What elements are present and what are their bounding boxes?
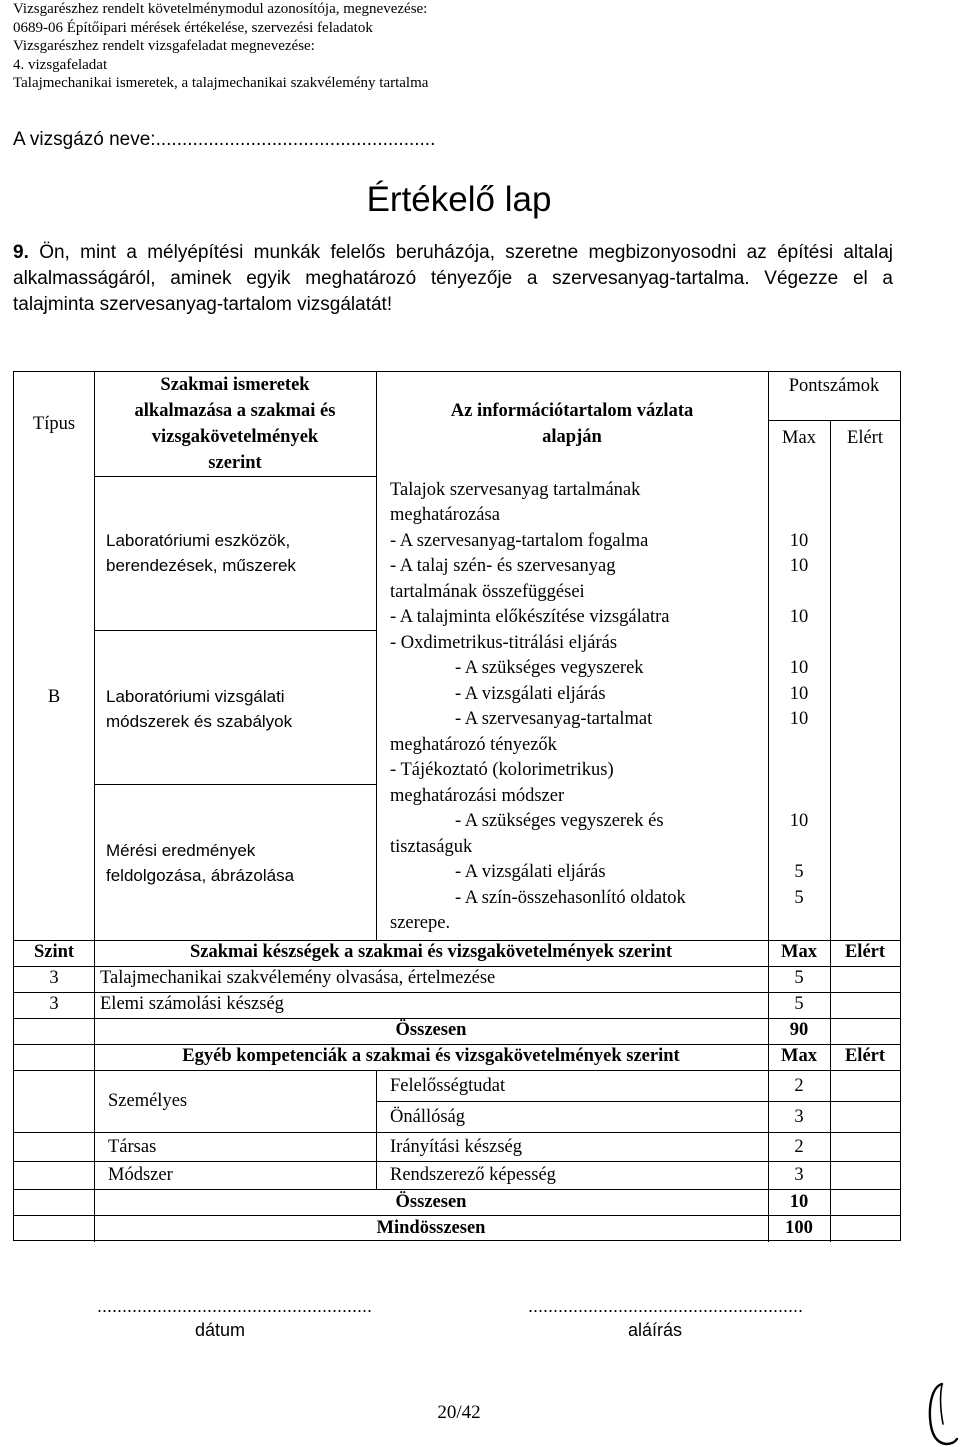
col-header-ismeretek-2: alkalmazása a szakmai és: [134, 401, 336, 421]
max-value: 5: [794, 888, 804, 908]
skills-header-max: Max: [781, 942, 817, 962]
other-max: 2: [794, 1137, 804, 1157]
other-category: Társas: [108, 1137, 157, 1157]
group-3-line-1: Mérési eredmények: [106, 841, 256, 860]
content-line: - A talaj szén- és szervesanyag: [390, 556, 616, 576]
max-value: 10: [789, 811, 809, 831]
max-value: 10: [789, 607, 809, 627]
content-line: - Tájékoztató (kolorimetrikus): [390, 760, 614, 780]
subtotal-label: Összesen: [395, 1192, 467, 1212]
col-header-vazlat-2: alapján: [542, 427, 602, 447]
other-max: 3: [794, 1107, 804, 1127]
other-max: 3: [794, 1165, 804, 1185]
subtotal-value: 10: [789, 1192, 809, 1212]
max-value: 10: [789, 684, 809, 704]
skills-header-elert: Elért: [844, 942, 886, 962]
group-1-line-2: berendezések, műszerek: [106, 556, 296, 575]
other-name: Rendszerező képesség: [390, 1165, 556, 1185]
skill-name: Elemi számolási készség: [100, 994, 284, 1014]
grand-total-label: Mindösszesen: [376, 1218, 486, 1238]
col-header-elert: Elért: [847, 428, 883, 448]
evaluation-table: [13, 371, 901, 1241]
tipus-value: B: [47, 687, 61, 707]
content-line: - Oxdimetrikus-titrálási eljárás: [390, 633, 618, 653]
content-line: - A szervesanyag-tartalmat: [455, 709, 653, 729]
task-number: 4. vizsgafeladat: [13, 56, 108, 73]
task-index: 9.: [13, 242, 29, 263]
content-line: - A szín-összehasonlító oldatok: [455, 888, 686, 908]
other-name: Felelősségtudat: [390, 1076, 506, 1096]
max-value: 10: [789, 658, 809, 678]
task-name: Talajmechanikai ismeretek, a talajmechanikai szakvélemény tartalma: [13, 75, 429, 91]
task-description: [13, 240, 893, 318]
col-header-pontszamok: Pontszámok: [788, 376, 880, 396]
skill-max: 5: [794, 994, 804, 1014]
group-1-line-1: Laboratóriumi eszközök,: [106, 531, 291, 550]
task-text: Ön, mint a mélyépítési munkák felelős beruházója, szeretne megbizonyosodni az építési altalaj alkalmasságáról, aminek egyik meghatározó tényezője a szervesanyag-tartalma. Végezze el a talajminta szervesanyag-tartalom vizsgálatát!: [13, 242, 894, 315]
date-dots: .......................................................: [97, 1296, 373, 1316]
skills-header-title: Szakmai készségek a szakmai és vizsgakövetelmények szerint: [190, 942, 672, 962]
date-label: dátum: [195, 1320, 246, 1340]
content-line: - A vizsgálati eljárás: [455, 684, 606, 704]
content-line: - A talajminta előkészítése vizsgálatra: [390, 607, 670, 627]
content-line: tartalmának összefüggései: [390, 582, 585, 602]
group-2-line-1: Laboratóriumi vizsgálati: [106, 687, 285, 706]
subtotal-label: Összesen: [395, 1020, 467, 1040]
other-header-title: Egyéb kompetenciák a szakmai és vizsgakövetelmények szerint: [182, 1046, 680, 1066]
subtotal-value: 90: [789, 1020, 809, 1040]
col-header-vazlat-1: Az információtartalom vázlata: [450, 401, 694, 421]
col-header-tipus: Típus: [32, 414, 76, 434]
content-line: - A szükséges vegyszerek és: [455, 811, 664, 831]
content-line: szerepe.: [390, 913, 451, 933]
content-line: meghatározó tényezők: [390, 735, 557, 755]
handwritten-mark-icon: [918, 1378, 958, 1447]
signature-dots: .......................................................: [528, 1296, 804, 1316]
skill-name: Talajmechanikai szakvélemény olvasása, értelmezése: [100, 968, 496, 988]
col-header-ismeretek-3: vizsgakövetelmények: [151, 427, 319, 447]
skills-header-szint: Szint: [33, 942, 75, 962]
skill-max: 5: [794, 968, 804, 988]
content-title-1: Talajok szervesanyag tartalmának: [390, 480, 641, 500]
examinee-name-field[interactable]: A vizsgázó neve:.....................................................: [13, 129, 436, 150]
col-header-ismeretek-4: szerint: [208, 453, 262, 473]
signature-label: aláírás: [628, 1320, 683, 1340]
group-2-line-2: módszerek és szabályok: [106, 712, 293, 731]
max-value: 10: [789, 556, 809, 576]
content-line: - A szervesanyag-tartalom fogalma: [390, 531, 649, 551]
other-name: Önállóság: [390, 1107, 466, 1127]
module-name: 0689-06 Építőipari mérések értékelése, szervezési feladatok: [13, 19, 373, 36]
group-3-line-2: feldolgozása, ábrázolása: [106, 866, 295, 885]
task-label: Vizsgarészhez rendelt vizsgafeladat megnevezése:: [13, 38, 315, 54]
max-value: 10: [789, 709, 809, 729]
page-number: 20/42: [437, 1402, 481, 1423]
max-value: 10: [789, 531, 809, 551]
col-header-max: Max: [782, 428, 816, 448]
document-header: [13, 0, 428, 93]
content-line: - A vizsgálati eljárás: [455, 862, 606, 882]
content-line: tisztaságuk: [390, 837, 473, 857]
other-max: 2: [794, 1076, 804, 1096]
skill-level: 3: [49, 994, 59, 1014]
max-value: 5: [794, 862, 804, 882]
other-name: Irányítási készség: [390, 1137, 523, 1157]
col-header-ismeretek-1: Szakmai ismeretek: [160, 375, 310, 395]
skill-level: 3: [49, 968, 59, 988]
module-label: Vizsgarészhez rendelt követelménymodul azonosítója, megnevezése:: [13, 1, 428, 17]
grand-total-value: 100: [785, 1218, 813, 1238]
other-category: Módszer: [108, 1165, 173, 1185]
other-category: Személyes: [108, 1091, 188, 1111]
content-line: meghatározási módszer: [390, 786, 565, 806]
page-title: Értékelő lap: [366, 180, 552, 219]
content-line: - A szükséges vegyszerek: [455, 658, 644, 678]
content-title-2: meghatározása: [390, 505, 500, 525]
other-header-max: Max: [781, 1046, 817, 1066]
other-header-elert: Elért: [844, 1046, 886, 1066]
